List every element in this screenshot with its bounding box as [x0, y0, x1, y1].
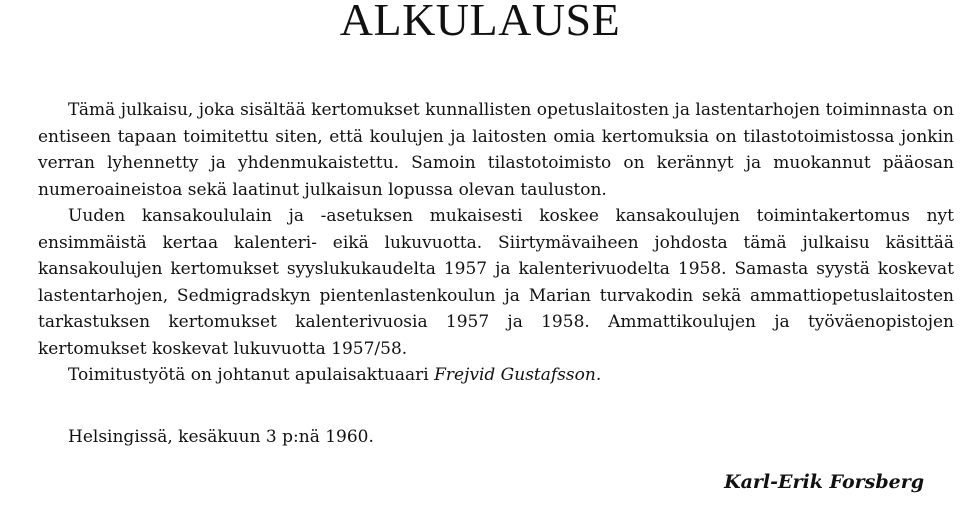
paragraph-school-law: Uuden kansakoululain ja -asetuksen mukaisesti koskee kansakoulujen toimintakertomus nyt ensimmäistä kertaa kalenteri- eikä lukuvuotta. Siirtymävaiheen johdosta tämä julkaisu käsittää kansakoulujen kertomukset syyslukukaudelta 1957 ja kalenterivuodelta 1958. Samasta syystä koskevat lastentarhojen, Sedmigradskyn pientenlastenkoulun ja Marian turvakodin sekä ammattiopetuslaitosten tarkastuksen kertomukset kalenterivuosia 1957 ja 1958. Ammattikoulujen ja työväenopistojen kertomukset koskevat lukuvuotta 1957/58. — [38, 206, 954, 359]
paragraph-editor — [38, 362, 954, 389]
body-text — [38, 97, 954, 389]
paragraph-editor-text: Toimitustyötä on johtanut apulaisaktuaari — [68, 365, 435, 385]
paragraph-intro: Tämä julkaisu, joka sisältää kertomukset kunnallisten opetuslaitosten ja lastentarhojen toiminnasta on entiseen tapaan toimitettu siten, että koulujen ja laitosten omia kertomuksia on tilastotoimistossa jonkin verran lyhennetty ja yhdenmukaistettu. Samoin tilastotoimisto on kerännyt ja muokannut pääosan numeroaineistoa sekä laatinut julkaisun lopussa olevan tauluston. — [38, 100, 954, 200]
place-and-date: Helsingissä, kesäkuun 3 p:nä 1960. — [68, 427, 374, 447]
editor-name: Frejvid Gustafsson. — [434, 365, 602, 385]
signature: Karl-Erik Forsberg — [724, 471, 924, 493]
page-title: ALKULAUSE — [339, 0, 621, 45]
